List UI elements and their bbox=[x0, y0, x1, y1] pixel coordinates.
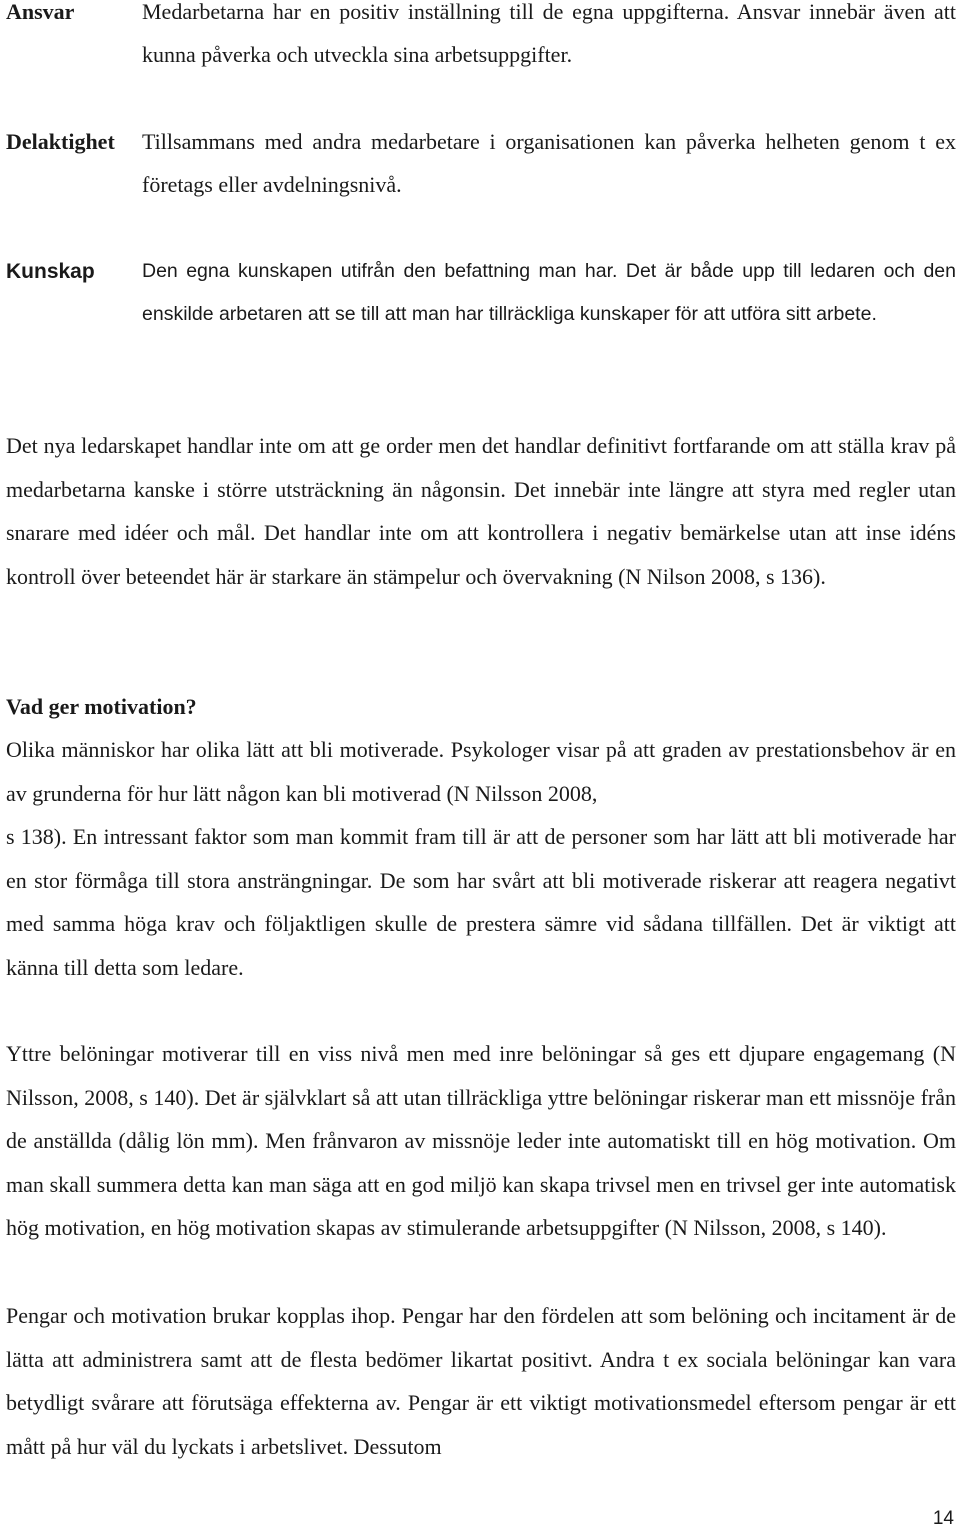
paragraph-motivation: Olika människor har olika lätt att bli motiverade. Psykologer visar på att graden av prestationsbehov är en av grunderna för hur lätt någon kan bli motiverad (N Nilsson 2008, s 138). En intressant faktor som man kommit fram till är att de personer som har lätt att bli motiverade har en stor förmåga till stora ansträngningar. De som har svårt att bli motiverade riskerar att reagera negativt med samma höga krav och följaktligen skulle de prestera sämre vid sådana tillfällen. Det är viktigt att känna till detta som ledare. bbox=[6, 737, 956, 980]
paragraph-rewards: Yttre belöningar motiverar till en viss nivå men med inre belöningar så ges ett djupare engagemang (N Nilsson, 2008, s 140). Det är självklart så att utan tillräckliga yttre belöningar riskerar man ett missnöje från de anställda (dålig lön mm). Men frånvaron av missnöje leder inte automatiskt till en hög motivation. Om man skall summera detta kan man säga att en god miljö kan skapa trivsel men en trivsel ger inte automatisk hög motivation, en hög motivation skapas av stimulerande arbetsuppgifter (N Nilsson, 2008, s 140). bbox=[6, 1041, 956, 1240]
term-ansvar: Ansvar bbox=[6, 0, 75, 24]
term-kunskap: Kunskap bbox=[6, 260, 95, 283]
section-heading-motivation: Vad ger motivation? bbox=[6, 694, 197, 719]
definition-text-kunskap: Den egna kunskapen utifrån den befattning man har. Det är både upp till ledaren och den enskilde arbetaren att se till att man har tillräckliga kunskaper för att utföra sitt arbete. bbox=[142, 260, 956, 325]
paragraph-leadership: Det nya ledarskapet handlar inte om att ge order men det handlar definitivt fortfarande om att ställa krav på medarbetarna kanske i större utsträckning än någonsin. Det innebär inte längre att styra med regler utan snarare med idéer och mål. Det handlar inte om att kontrollera i negativ bemärkelse utan att inse idéns kontroll över beteendet här är starkare än stämpelur och övervakning (N Nilson 2008, s 136). bbox=[6, 433, 956, 589]
definition-text-ansvar: Medarbetarna har en positiv inställning till de egna uppgifterna. Ansvar innebär även att kunna påverka och utveckla sina arbetsuppgifter. bbox=[142, 0, 956, 67]
paragraph-money: Pengar och motivation brukar kopplas ihop. Pengar har den fördelen att som belöning och incitament är de lätta att administrera samt att de flesta bedömer likartat positivt. Andra t ex sociala belöningar kan vara betydligt svårare att förutsäga effekterna av. Pengar är ett viktigt motivationsmedel eftersom pengar är ett mått på hur väl du lyckats i arbetslivet. Dessutom bbox=[6, 1303, 956, 1459]
page-number: 14 bbox=[932, 1508, 954, 1529]
term-delaktighet: Delaktighet bbox=[6, 129, 115, 154]
definition-text-delaktighet: Tillsammans med andra medarbetare i organisationen kan påverka helheten genom t ex företags eller avdelningsnivå. bbox=[142, 129, 956, 197]
